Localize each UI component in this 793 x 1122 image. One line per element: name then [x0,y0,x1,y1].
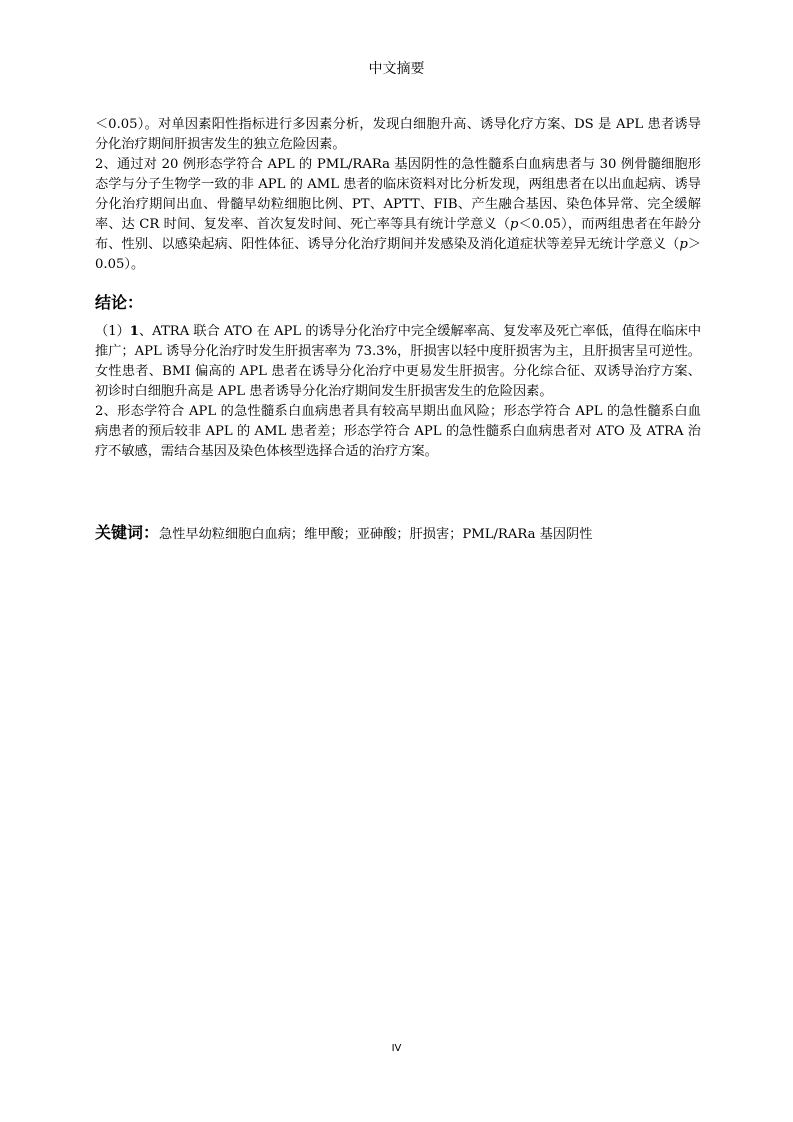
results-p2-text: 2、通过对 20 例形态学符合 APL 的 PML/RARa 基因阴性的急性髓系白血病患者与 30 例骨髓细胞形态学与分子生物学一致的非 APL 的 AML 患者的临床资料对比分析发现，两组患者在以出血起病、诱导分化治疗期间出血、骨髓早幼粒细胞比例、PT、APTT、FIB、产生融合基因、染色体异常、完全缓解率、达 CR 时间、复发率、首次复发时间、死亡率等具有统计学意义（ [95,157,701,232]
keywords-line [95,520,715,543]
results-paragraph-2 [95,155,701,275]
conclusion-number: 1 [129,324,139,339]
conclusion-section [95,322,701,462]
conclusion-paragraph-2: 2、形态学符合 APL 的急性髓系白血病患者具有较高早期出血风险；形态学符合 APL 的急性髓系白血病患者的预后较非 APL 的 AML 患者差；形态学符合 APL 的急性髓系白血病患者对 ATO 及 ATRA 治疗不敏感，需结合基因及染色体核型选择合适的治疗方案。 [95,404,701,459]
keywords-text: 急性早幼粒细胞白血病；维甲酸；亚砷酸；肝损害；PML/RARa 基因阴性 [159,527,593,542]
conclusion-prefix: （1） [95,324,130,339]
conclusion-heading: 结论： [95,293,144,312]
keywords-label: 关键词： [95,523,160,542]
page-header: 中文摘要 [368,61,425,77]
results-p2-end: ＞0.05）。 [95,237,701,272]
p-value-symbol-2: p [679,237,688,252]
p-value-symbol: p [510,217,519,232]
page-number: IV [391,1043,402,1054]
conclusion-paragraph-1 [95,322,701,402]
results-paragraph-1: ＜0.05）。对单因素阳性指标进行多因素分析，发现白细胞升高、诱导化疗方案、DS 是 APL 患者诱导分化治疗期间肝损害发生的独立危险因素。 [95,117,701,152]
results-section [95,115,701,275]
conclusion-text-1: 、ATRA 联合 ATO 在 APL 的诱导分化治疗中完全缓解率高、复发率及死亡率低，值得在临床中推广；APL 诱导分化治疗时发生肝损害率为 73.3%，肝损害以轻中度肝损害为主，且肝损害呈可逆性。女性患者、BMI 偏高的 APL 患者在诱导分化治疗中更易发生肝损害。分化综合征、双诱导治疗方案、初诊时白细胞升高是 APL 患者诱导分化治疗期间发生肝损害发生的危险因素。 [95,324,702,399]
results-p2-middle: ＜0.05），而两组患者在年龄分布、性别、以感染起病、阳性体征、诱导分化治疗期间并发感染及消化道症状等差异无统计学意义（ [95,217,702,252]
